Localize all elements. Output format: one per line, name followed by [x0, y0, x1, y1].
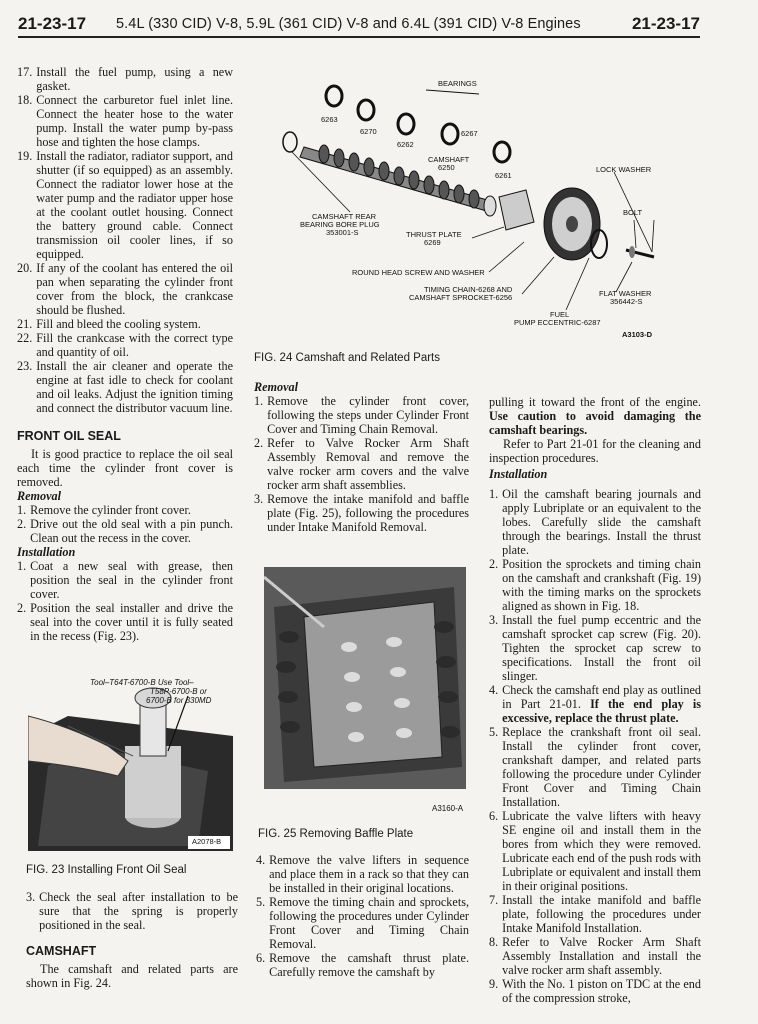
- column-2: [254, 380, 469, 534]
- list-item: 23. Install the air cleaner and operate the engine at fast idle to check for coolant and oil leaks. Adjust the ignition timing and connect the distributor vacuum line.: [17, 359, 233, 415]
- label-6262: 6262: [397, 140, 414, 149]
- cleaning-reference: Refer to Part 21-01 for the cleaning and inspection procedures.: [489, 437, 701, 465]
- list-item: 3. Check the seal after installation to be sure that the spring is properly positioned in the seal.: [26, 890, 238, 932]
- list-item: 17. Install the fuel pump, using a new gasket.: [17, 65, 233, 93]
- list-item: 8. Refer to Valve Rocker Arm Shaft Assembly Installation and install the valve rocker arm shaft assembly.: [489, 935, 701, 977]
- removal-subheading: Removal: [17, 489, 62, 503]
- removal-continuation: pulling it toward the front of the engine. Use caution to avoid damaging the camshaft bearings.: [489, 395, 701, 437]
- list-item: 6. Remove the camshaft thrust plate. Carefully remove the camshaft by: [256, 951, 469, 979]
- list-item: 5. Remove the timing chain and sprockets, following the procedures under Cylinder Front Cover and Timing Chain Removal.: [256, 895, 469, 951]
- figure-23: [28, 676, 233, 851]
- page-header: [18, 14, 700, 38]
- label-6267: 6267: [461, 129, 478, 138]
- installation-subheading: Installation: [489, 467, 548, 481]
- label-flat-washer-number: 356442-S: [610, 297, 643, 306]
- label-bolt: BOLT: [623, 208, 643, 217]
- list-item: 9. With the No. 1 piston on TDC at the end of the compression stroke,: [489, 977, 701, 1005]
- list-item: 1. Oil the camshaft bearing journals and apply Lubriplate or an equivalent to the lobes. Carefully slide the camshaft through the bearings. Install the thrust plate.: [489, 487, 701, 557]
- label-plug-1: CAMSHAFT REAR: [312, 212, 377, 221]
- list-item: 4. Check the camshaft end play as outlined in Part 21-01. If the end play is excessive, replace the thrust plate.: [489, 683, 701, 725]
- label-camshaft-sprocket: CAMSHAFT SPROCKET-6256: [409, 293, 513, 302]
- list-item: 1. Remove the cylinder front cover, following the steps under Cylinder Front Cover and Timing Chain Removal.: [254, 394, 469, 436]
- page-number-right: 21-23-17: [631, 14, 700, 33]
- label-6261: 6261: [495, 171, 512, 180]
- section-heading-front-oil-seal: FRONT OIL SEAL: [17, 429, 121, 443]
- fig23-tool-label-2: T58P-6700-B or: [150, 687, 207, 696]
- column-3: [489, 395, 701, 1005]
- removal-subheading: Removal: [254, 380, 299, 394]
- label-camshaft-number: 6250: [438, 163, 455, 172]
- label-bearings: BEARINGS: [438, 79, 477, 88]
- fig25-code: A3160-A: [432, 804, 464, 813]
- label-flat-washer: FLAT WASHER: [599, 289, 652, 298]
- list-item: 22. Fill the crankcase with the correct type and quantity of oil.: [17, 331, 233, 359]
- camshaft-intro: The camshaft and related parts are shown in Fig. 24.: [26, 962, 238, 990]
- fig23-caption: FIG. 23 Installing Front Oil Seal: [26, 864, 187, 876]
- label-lock-washer: LOCK WASHER: [596, 165, 652, 174]
- label-plug-3: 353001-S: [326, 228, 359, 237]
- page-title: 5.4L (330 CID) V-8, 5.9L (361 CID) V-8 and 6.4L (391 CID) V-8 Engines: [116, 16, 581, 32]
- column-1: [17, 65, 233, 643]
- baffle-plate-photo: [264, 567, 466, 789]
- fig23-code: A2078-B: [192, 837, 222, 846]
- page-number-left: 21-23-17: [18, 14, 87, 33]
- label-6270: 6270: [360, 127, 377, 136]
- label-thrust-plate: THRUST PLATE: [406, 230, 462, 239]
- label-plug-2: BEARING BORE PLUG: [300, 220, 380, 229]
- section-heading-camshaft: CAMSHAFT: [26, 944, 97, 958]
- list-item: 20. If any of the coolant has entered the oil pan when separating the cylinder front cover from the block, the crankcase should be flushed.: [17, 261, 233, 317]
- label-6263: 6263: [321, 115, 338, 124]
- list-item: 4. Remove the valve lifters in sequence and place them in a rack so that they can be installed in their original locations.: [256, 853, 469, 895]
- list-item: 2. Drive out the old seal with a pin punch. Clean out the recess in the cover.: [17, 517, 233, 545]
- list-item: 18. Connect the carburetor fuel inlet line. Connect the heater hose to the water pump. Install the water pump by-pass hose and tighten the hose clamps.: [17, 93, 233, 149]
- list-item: 1. Remove the cylinder front cover.: [17, 503, 191, 517]
- list-item: 6. Lubricate the valve lifters with heavy SE engine oil and install them in the bores from which they were removed. Lubricate each end of the push rods with Lubriplate or equivalent and install them in their original positions.: [489, 809, 701, 893]
- list-item: 21. Fill and bleed the cooling system.: [17, 317, 201, 331]
- list-item: 2. Position the seal installer and drive the seal into the cover until it is fully seated in the recess (Fig. 23).: [17, 601, 233, 643]
- column-2-lower: [256, 853, 469, 979]
- figure-25-photo: [264, 567, 466, 789]
- figure-24: [254, 72, 704, 340]
- fig25-caption: FIG. 25 Removing Baffle Plate: [258, 828, 414, 840]
- list-item: 19. Install the radiator, radiator support, and shutter (if so equipped) as an assembly. Connect the radiator lower hose at the water pump and the radiator upper hose at the coolant outlet housing. Connect the battery ground cable. Connect transmission oil cooler lines, if so equipped.: [17, 149, 233, 261]
- column-1-lower: [26, 890, 238, 990]
- list-item: 2. Refer to Valve Rocker Arm Shaft Assembly Removal and remove the valve rocker arm covers and the valve rocker arm shaft assemblies.: [254, 436, 469, 492]
- fig23-tool-label-3: 6700-B for 330MD: [146, 696, 212, 705]
- list-item: 3. Remove the intake manifold and baffle plate (Fig. 25), following the procedures under Intake Manifold Removal.: [254, 492, 469, 534]
- label-camshaft: CAMSHAFT: [428, 155, 470, 164]
- label-thrust-plate-number: 6269: [424, 238, 441, 247]
- label-fuel: FUEL: [550, 310, 570, 319]
- label-timing-chain: TIMING CHAIN-6268 AND: [424, 285, 513, 294]
- installation-subheading: Installation: [17, 545, 76, 559]
- list-item: 5. Replace the crankshaft front oil seal. Install the cylinder front cover, crankshaft damper, and related parts following the procedure under Cylinder Front Cover and Timing Chain Installation.: [489, 725, 701, 809]
- list-item: 1. Coat a new seal with grease, then position the seal in the cylinder front cover.: [17, 559, 233, 601]
- label-fuel-pump-eccentric: PUMP ECCENTRIC-6287: [514, 318, 601, 327]
- fig23-tool-label-1: Tool–T64T-6700-B Use Tool–: [90, 678, 194, 687]
- fig24-code: A3103-D: [622, 330, 653, 339]
- list-item: 7. Install the intake manifold and baffle plate, following the procedures under Intake Manifold Installation.: [489, 893, 701, 935]
- installation-steps-17-23: [17, 65, 233, 415]
- list-item: 2. Position the sprockets and timing chain on the camshaft and crankshaft (Fig. 19) with the timing marks on the sprockets aligned as shown in Fig. 18.: [489, 557, 701, 613]
- label-round-head-screw: ROUND HEAD SCREW AND WASHER: [352, 268, 485, 277]
- fig24-caption: FIG. 24 Camshaft and Related Parts: [254, 352, 441, 364]
- front-oil-seal-intro: It is good practice to replace the oil seal each time the cylinder front cover is removed.: [17, 447, 233, 489]
- list-item: 3. Install the fuel pump eccentric and the camshaft sprocket cap screw (Fig. 20). Tighten the sprocket cap screw to specifications. Install the front oil slinger.: [489, 613, 701, 683]
